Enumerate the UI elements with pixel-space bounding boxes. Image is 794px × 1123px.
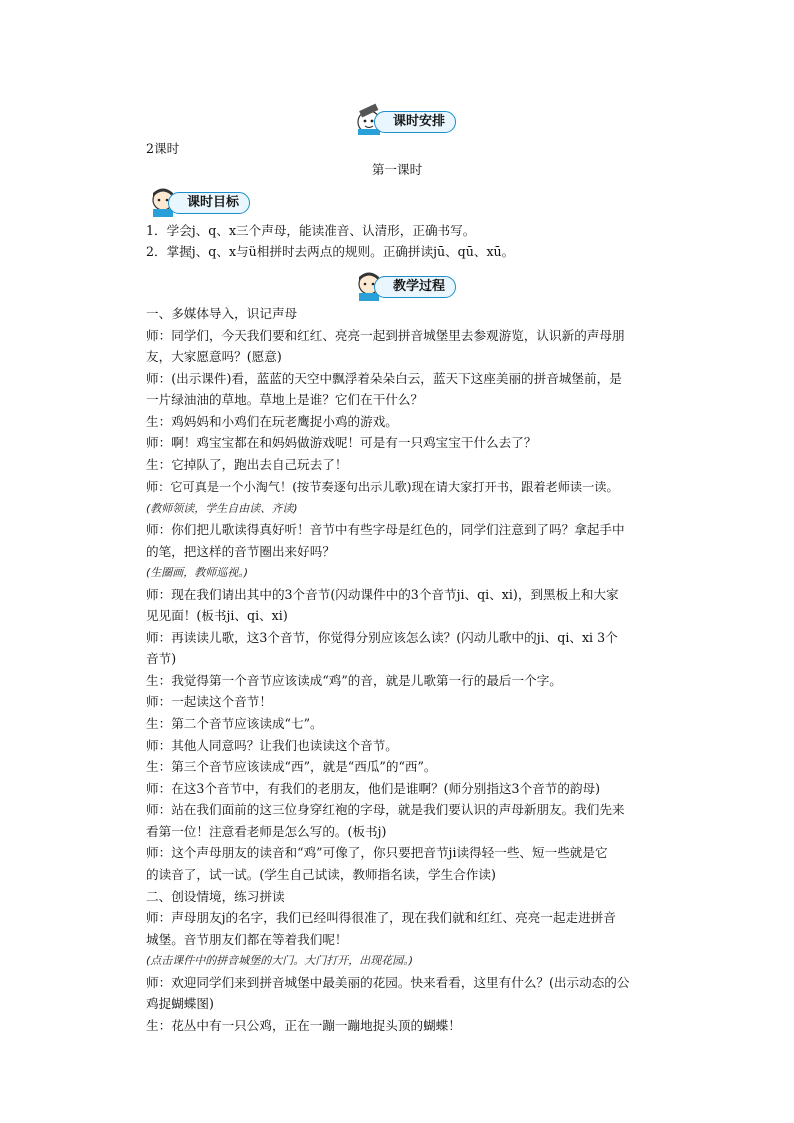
process-heading: 教学过程: [374, 276, 456, 298]
goals-heading-badge: [146, 184, 266, 216]
paragraph-line: 友，大家愿意吗？(愿意): [146, 349, 282, 364]
stage-note: (生圈画，教师巡视。): [146, 566, 249, 579]
paragraph-line: 师：站在我们面前的这三位身穿红袍的字母，就是我们要认识的声母新朋友。我们先来: [146, 802, 625, 817]
paragraph-line: 师：其他人同意吗？让我们也读读这个音节。: [146, 738, 398, 753]
paragraph-line: 师：你们把儿歌读得真好听！音节中有些字母是红色的，同学们注意到了吗？拿起手中: [146, 522, 625, 537]
paragraph-line: 师：欢迎同学们来到拼音城堡中最美丽的花园。快来看看，这里有什么？(出示动态的公: [146, 975, 630, 990]
process-heading-badge: [352, 268, 464, 300]
paragraph-line: 生：第三个音节应该读成“西”，就是“西瓜”的“西”。: [146, 759, 437, 774]
paragraph-line: 的笔，把这样的音节圈出来好吗？: [146, 544, 335, 559]
stage-note: (教师领读，学生自由读、齐读): [146, 502, 298, 515]
paragraph-line: 师：在这3个音节中，有我们的老朋友，他们是谁啊？(师分别指这3个音节的韵母): [146, 781, 601, 796]
paragraph-line: 见见面！(板书ji、qi、xi): [146, 608, 288, 623]
section-heading: 二、创设情境，练习拼读: [146, 889, 285, 904]
paragraph-line: 鸡捉蝴蝶图): [146, 996, 214, 1011]
paragraph-line: 生：它掉队了，跑出去自己玩去了！: [146, 457, 348, 472]
stage-note: (点击课件中的拼音城堡的大门。大门打开，出现花园。): [146, 954, 414, 967]
paragraph-line: 师：一起读这个音节！: [146, 694, 272, 709]
paragraph-line: 师：同学们，今天我们要和红红、亮亮一起到拼音城堡里去参观游览，认识新的声母朋: [146, 328, 625, 343]
goals-heading: 课时目标: [168, 192, 250, 214]
paragraph-line: 师：现在我们请出其中的3个音节(闪动课件中的3个音节ji、qi、xi)，到黑板上和大家: [146, 587, 619, 602]
goal-1: 1．学会j、q、x三个声母，能读准音、认清形，正确书写。: [146, 223, 476, 238]
paragraph-line: 师：再读读儿歌，这3个音节，你觉得分别应该怎么读？(闪动儿歌中的ji、qi、xi 3个: [146, 630, 618, 645]
paragraph-line: 城堡。音节朋友们都在等着我们呢！: [146, 932, 348, 947]
paragraph-line: 音节): [146, 651, 177, 666]
goal-2: 2．掌握j、q、x与ü相拼时去两点的规则。正确拼读jū、qū、xū。: [146, 244, 515, 259]
paragraph-line: 生：第二个音节应该读成“七”。: [146, 716, 323, 731]
first-lesson-title: 第一课时: [371, 162, 423, 177]
lesson-count: 2课时: [146, 141, 180, 156]
paragraph-line: 的读音了，试一试。(学生自己试读，教师指名读，学生合作读): [146, 867, 496, 882]
paragraph-line: 生：我觉得第一个音节应该读成“鸡”的音，就是儿歌第一行的最后一个字。: [146, 673, 562, 688]
paragraph-line: 师：这个声母朋友的读音和“鸡”可像了，你只要把音节ji读得轻一些、短一些就是它: [146, 845, 608, 860]
paragraph-line: 师：(出示课件)看，蓝蓝的天空中飘浮着朵朵白云，蓝天下这座美丽的拼音城堡前，是: [146, 371, 622, 386]
paragraph-line: 生：鸡妈妈和小鸡们在玩老鹰捉小鸡的游戏。: [146, 414, 398, 429]
paragraph-line: 师：啊！鸡宝宝都在和妈妈做游戏呢！可是有一只鸡宝宝干什么去了？: [146, 435, 537, 450]
section-heading: 一、多媒体导入，识记声母: [146, 306, 298, 321]
paragraph-line: 师：声母朋友j的名字，我们已经叫得很准了，现在我们就和红红、亮亮一起走进拼音: [146, 910, 616, 925]
paragraph-line: 看第一位！注意看老师是怎么写的。(板书j): [146, 824, 387, 839]
schedule-heading-badge: [352, 103, 464, 135]
paragraph-line: 生：花丛中有一只公鸡，正在一蹦一蹦地捉头顶的蝴蝶！: [146, 1018, 461, 1033]
paragraph-line: 师：它可真是一个小淘气！(按节奏逐句出示儿歌)现在请大家打开书，跟着老师读一读。: [146, 480, 619, 494]
schedule-heading: 课时安排: [374, 111, 456, 133]
paragraph-line: 一片绿油油的草地。草地上是谁？它们在干什么？: [146, 392, 424, 407]
